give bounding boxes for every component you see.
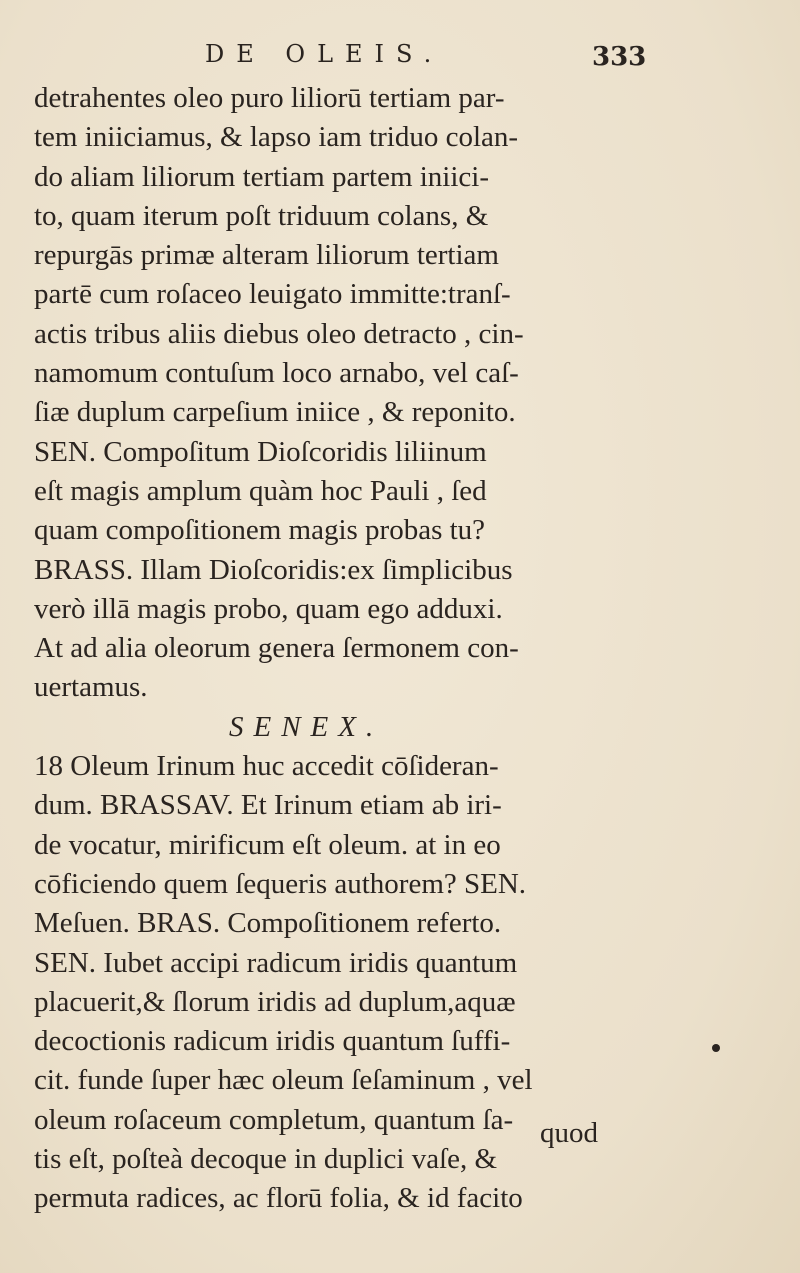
text-line: partē cum roſaceo leuigato immitte:tranſ- (34, 278, 511, 311)
text-line: detrahentes oleo puro liliorū tertiam par- (34, 82, 505, 114)
text-line: ſiæ duplum carpeſium iniice , & reponito. (34, 396, 516, 429)
margin-dot-mark (712, 1044, 720, 1052)
text-line: BRASS. Illam Dioſcoridis:ex ſimplicibus (34, 553, 513, 586)
text-line: uertamus. (34, 671, 148, 704)
text-line: do aliam liliorum tertiam partem iniici- (34, 160, 490, 193)
speaker-heading: SENEX. (229, 710, 384, 743)
text-line: cit. funde ſuper hæc oleum ſeſaminum , vel (34, 1064, 533, 1097)
text-line: to, quam iterum poſt triduum colans, & (34, 199, 489, 232)
text-line: namomum contuſum loco arnabo, vel caſ- (34, 357, 519, 390)
text-line: 18 Oleum Irinum huc accedit cōſideran- (34, 750, 499, 783)
text-line: SEN. Iubet accipi radicum iridis quantum (34, 946, 518, 979)
text-line: permuta radices, ac florū folia, & id facito (34, 1182, 523, 1215)
text-line: oleum roſaceum completum, quantum ſa- (34, 1103, 514, 1136)
text-line: SEN. Compoſitum Dioſcoridis liliinum (34, 435, 487, 468)
text-line: quam compoſitionem magis probas tu? (34, 514, 486, 547)
page-number: 333 (592, 42, 647, 72)
text-line: verò illā magis probo, quam ego adduxi. (34, 592, 503, 625)
catchword: quod (540, 1117, 598, 1149)
body-text (34, 79, 654, 1219)
text-line: repurgās primæ alteram liliorum tertiam (34, 239, 499, 272)
text-line: Meſuen. BRAS. Compoſitionem referto. (34, 907, 502, 940)
text-line: placuerit,& ſlorum iridis ad duplum,aquæ (34, 985, 516, 1018)
page-header (0, 40, 800, 80)
text-line: cōficiendo quem ſequeris authorem? SEN. (34, 867, 527, 900)
running-head: DE OLEIS. (205, 40, 444, 68)
text-line: actis tribus aliis diebus oleo detracto , cin- (34, 317, 524, 350)
text-line: decoctionis radicum iridis quantum ſuffi- (34, 1025, 511, 1058)
text-line: tis eſt, poſteà decoque in duplici vaſe, & (34, 1143, 498, 1176)
text-line: de vocatur, mirificum eſt oleum. at in eo (34, 828, 501, 861)
text-line: dum. BRASSAV. Et Irinum etiam ab iri- (34, 789, 502, 822)
text-line: tem iniiciamus, & lapso iam triduo colan- (34, 121, 519, 154)
text-line: eſt magis amplum quàm hoc Pauli , ſed (34, 474, 487, 507)
text-line: At ad alia oleorum genera ſermonem con- (34, 632, 519, 665)
